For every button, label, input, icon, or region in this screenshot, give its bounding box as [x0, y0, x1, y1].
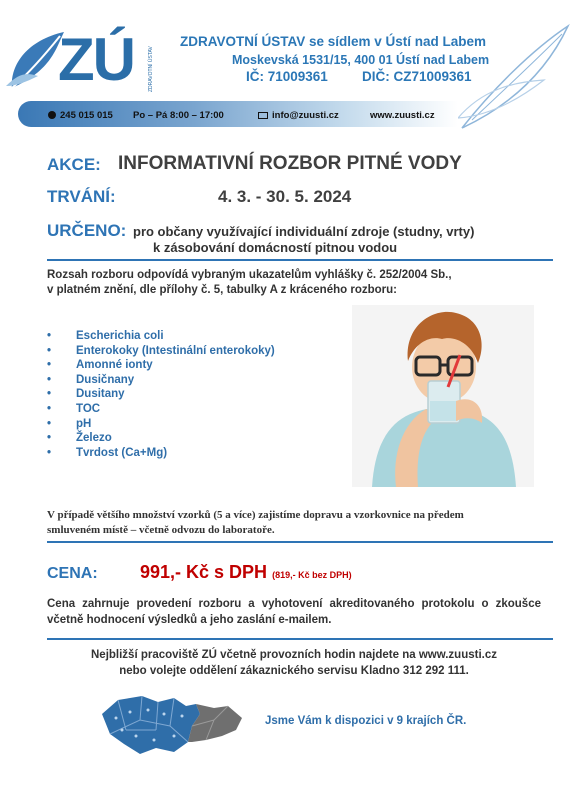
logo-text: ZÚ: [58, 26, 134, 93]
price-with-vat: 991,- Kč s DPH: [140, 562, 268, 582]
office-hours: Po – Pá 8:00 – 17:00: [133, 110, 224, 121]
nearest-office-line-2: nebo volejte oddělení zákaznického servisu Kladno 312 292 111.: [119, 665, 469, 677]
phone-number: 245 015 015: [60, 110, 113, 121]
phone-icon: [48, 111, 56, 119]
list-item: • Enterokoky (Intestinální enterokoky): [47, 344, 275, 359]
akce-title: INFORMATIVNÍ ROZBOR PITNÉ VODY: [118, 153, 462, 174]
leaf-decoration-icon: [452, 20, 572, 132]
page-header: [0, 0, 588, 132]
list-item: • Železo: [47, 431, 275, 446]
price-description: Cena zahrnuje provedení rozboru a vyhotovení akreditovaného protokolu o zkoušce včetně hodnocení výsledků a jeho zaslání e-mailem.: [47, 598, 541, 626]
trvani-dates: 4. 3. - 30. 5. 2024: [218, 187, 352, 206]
child-drinking-photo: [352, 305, 534, 487]
divider: [47, 541, 553, 543]
scope-line-2: v platném znění, dle přílohy č. 5, tabulky A z kráceného rozboru:: [47, 284, 397, 296]
list-item: • Dusičnany: [47, 373, 275, 388]
divider: [47, 638, 553, 640]
regions-note: Jsme Vám k dispozici v 9 krajích ČR.: [265, 715, 467, 727]
indicator-list: [47, 329, 275, 460]
cena-label: CENA:: [47, 565, 98, 582]
mail-icon: [258, 112, 268, 119]
urceno-line-2: k zásobování domácností pitnou vodou: [153, 240, 398, 255]
list-item: • TOC: [47, 402, 275, 417]
analysis-scope: [47, 268, 547, 298]
price-without-vat: (819,- Kč bez DPH): [272, 570, 352, 580]
list-item: • Dusitany: [47, 387, 275, 402]
list-item: • Tvrdost (Ca+Mg): [47, 446, 275, 461]
list-item: • Escherichia coli: [47, 329, 275, 344]
nearest-office-line-1: Nejbližší pracoviště ZÚ včetně provozních hodin najdete na www.zuusti.cz: [91, 649, 497, 661]
akce-label: AKCE:: [47, 155, 101, 174]
phone-contact[interactable]: [48, 110, 113, 121]
transport-note: [47, 508, 547, 538]
scope-line-1: Rozsah rozboru odpovídá vybraným ukazatelům vyhlášky č. 252/2004 Sb.,: [47, 269, 452, 281]
trvani-label: TRVÁNÍ:: [47, 187, 116, 206]
website-link[interactable]: www.zuusti.cz: [370, 110, 435, 121]
list-item: • pH: [47, 417, 275, 432]
org-ic: IČ: 71009361: [246, 69, 328, 84]
logo-subtext: ZDRAVOTNÍ ÚSTAV: [148, 46, 154, 92]
note-line-2: smluveném místě – včetně odvozu do laboratoře.: [47, 524, 275, 536]
email-contact[interactable]: [258, 110, 339, 121]
urceno-line-1: pro občany využívající individuální zdroje (studny, vrty): [133, 224, 475, 239]
org-dic: DIČ: CZ71009361: [362, 69, 472, 84]
list-item: • Amonné ionty: [47, 358, 275, 373]
note-line-1: V případě většího množství vzorků (5 a více) zajistíme dopravu a vzorkovnice na předem: [47, 509, 464, 521]
price-value: [140, 562, 352, 583]
divider: [47, 259, 553, 261]
urceno-label: URČENO:: [47, 221, 127, 240]
email-address: info@zuusti.cz: [272, 110, 339, 121]
org-name: ZDRAVOTNÍ ÚSTAV se sídlem v Ústí nad Labem: [180, 34, 487, 49]
org-address: Moskevská 1531/15, 400 01 Ústí nad Labem: [232, 53, 490, 67]
czech-map-icon: [96, 690, 246, 760]
